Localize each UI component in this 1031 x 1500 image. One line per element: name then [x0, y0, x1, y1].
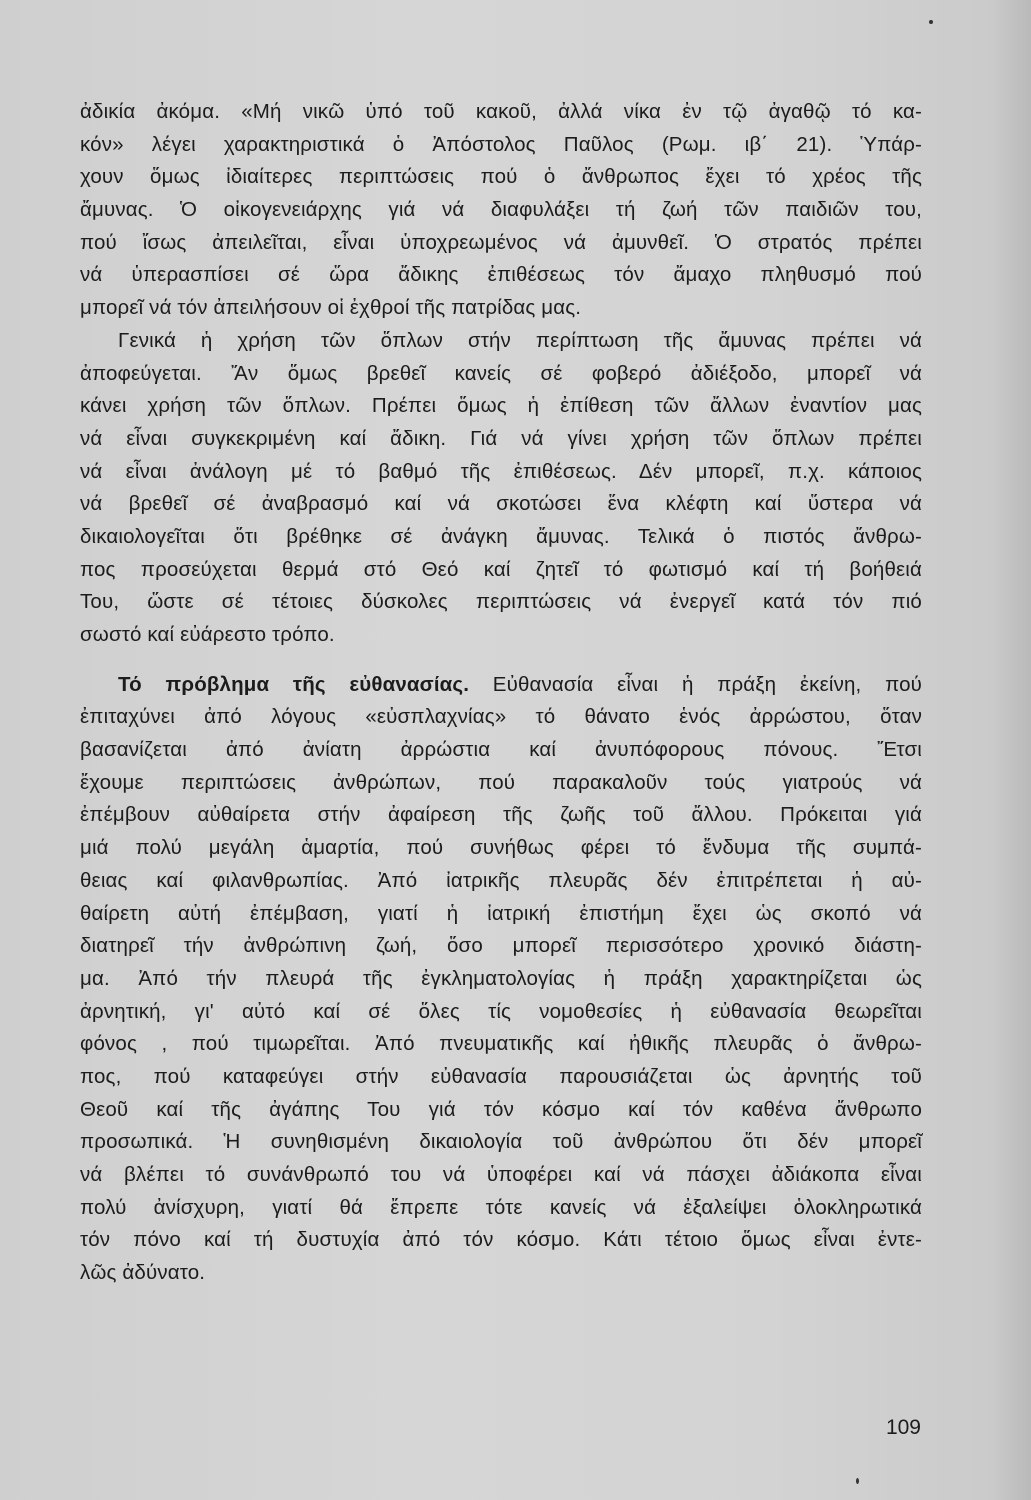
text-line: ἐπιταχύνει ἀπό λόγους «εὐσπλαχνίας» τό θάνατο ἑνός ἀρρώστου, ὅταν: [80, 705, 922, 729]
text-line: κάνει χρήση τῶν ὅπλων. Πρέπει ὅμως ἡ ἐπίθεση τῶν ἄλλων ἐναντίον μας: [80, 394, 922, 418]
page-number: 109: [885, 1416, 921, 1439]
text-line: βασανίζεται ἀπό ἀνίατη ἀρρώστια καί ἀνυπόφορους πόνους. Ἔτσι: [80, 738, 922, 762]
text-line: κόν» λέγει χαρακτηριστικά ὁ Ἀπόστολος Παῦλος (Ρωμ. ιβ΄ 21). Ὑπάρ-: [80, 132, 922, 156]
text-line: νά ὑπερασπίσει σέ ὥρα ἄδικης ἐπιθέσεως τόν ἄμαχο πληθυσμό πού: [80, 263, 922, 287]
text-line: μιά πολύ μεγάλη ἁμαρτία, πού συνήθως φέρει τό ἔνδυμα τῆς συμπά-: [80, 836, 922, 860]
text-line: νά εἶναι ἀνάλογη μέ τό βαθμό τῆς ἐπιθέσεως. Δέν μπορεῖ, π.χ. κάποιος: [80, 459, 922, 483]
paragraph-gap: [80, 652, 922, 669]
text-line: νά βρεθεῖ σέ ἀναβρασμό καί νά σκοτώσει ἕνα κλέφτη καί ὕστερα νά: [80, 492, 922, 516]
text-line: Του, ὥστε σέ τέτοιες δύσκολες περιπτώσεις νά ἐνεργεῖ κατά τόν πιό: [80, 590, 922, 614]
text-line: τόν πόνο καί τή δυστυχία ἀπό τόν κόσμο. Κάτι τέτοιο ὅμως εἶναι ἐντε-: [80, 1228, 922, 1252]
text-line: ἔχουμε περιπτώσεις ἀνθρώπων, πού παρακαλοῦν τούς γιατρούς νά: [80, 770, 922, 794]
text-line: πού ἴσως ἀπειλεῖται, εἶναι ὑποχρεωμένος νά ἀμυνθεῖ. Ὁ στρατός πρέπει: [80, 230, 922, 254]
text-line: Θεοῦ καί τῆς ἀγάπης Του γιά τόν κόσμο καί τόν καθένα ἄνθρωπο: [80, 1097, 922, 1121]
text-line: χουν ὅμως ἰδιαίτερες περιπτώσεις πού ὁ ἄνθρωπος ἔχει τό χρέος τῆς: [80, 165, 922, 189]
text-line: πος, πού καταφεύγει στήν εὐθανασία παρουσιάζεται ὡς ἀρνητής τοῦ: [80, 1064, 922, 1088]
section-heading: Τό πρόβλημα τῆς εὐθανασίας.: [118, 672, 470, 696]
text-line: ἀρνητική, γι' αὐτό καί σέ ὅλες τίς νομοθεσίες ἡ εὐθανασία θεωρεῖται: [80, 999, 922, 1023]
text-line: μπορεῖ νά τόν ἀπειλήσουν οἱ ἐχθροί τῆς πατρίδας μας.: [80, 296, 582, 320]
text-line: πολύ ἀνίσχυρη, γιατί θά ἔπρεπε τότε κανείς νά ἐξαλείψει ὁλοκληρωτικά: [80, 1195, 922, 1219]
text-line: δικαιολογεῖται ὅτι βρέθηκε σέ ἀνάγκη ἄμυνας. Τελικά ὁ πιστός ἄνθρω-: [80, 524, 922, 548]
text-line: προσωπικά. Ἡ συνηθισμένη δικαιολογία τοῦ ἀνθρώπου ὅτι δέν μπορεῖ: [80, 1130, 922, 1154]
text-line: ἀποφεύγεται. Ἄν ὅμως βρεθεῖ κανείς σέ φοβερό ἀδιέξοδο, μπορεῖ νά: [80, 361, 922, 385]
text-line: ἀδικία ἀκόμα. «Μή νικῶ ὑπό τοῦ κακοῦ, ἀλλά νίκα ἐν τῷ ἀγαθῷ τό κα-: [80, 100, 922, 123]
section-first-line-text: Εὐθανασία εἶναι ἡ πράξη ἐκείνη, πού: [469, 672, 922, 696]
text-line: σωστό καί εὐάρεστο τρόπο.: [80, 623, 335, 646]
text-line: νά βλέπει τό συνάνθρωπό του νά ὑποφέρει καί νά πάσχει ἀδιάκοπα εἶναι: [80, 1163, 922, 1186]
section-first-line: [80, 669, 922, 702]
text-line: ἄμυνας. Ὁ οἰκογενειάρχης γιά νά διαφυλάξει τή ζωή τῶν παιδιῶν του,: [80, 198, 922, 222]
text-line: ἐπέμβουν αὐθαίρετα στήν ἀφαίρεση τῆς ζωῆς τοῦ ἄλλου. Πρόκειται γιά: [80, 803, 922, 827]
text-line: λῶς ἀδύνατο.: [80, 1261, 206, 1285]
text-line: Γενικά ἡ χρήση τῶν ὅπλων στήν περίπτωση τῆς ἄμυνας πρέπει νά: [118, 328, 922, 352]
text-line: νά εἶναι συγκεκριμένη καί ἄδικη. Γιά νά γίνει χρήση τῶν ὅπλων πρέπει: [80, 426, 922, 450]
text-line: θειας καί φιλανθρωπίας. Ἀπό ἰατρικῆς πλευρᾶς δέν ἐπιτρέπεται ἡ αὐ-: [80, 868, 922, 892]
text-line: διατηρεῖ τήν ἀνθρώπινη ζωή, ὅσο μπορεῖ περισσότερο χρονικό διάστη-: [80, 934, 922, 958]
text-line: θαίρετη αὐτή ἐπέμβαση, γιατί ἡ ἰατρική ἐπιστήμη ἔχει ὡς σκοπό νά: [80, 901, 922, 925]
text-line: μα. Ἀπό τήν πλευρά τῆς ἐγκληματολογίας ἡ πράξη χαρακτηρίζεται ὡς: [80, 966, 922, 990]
page-edge-shadow: [991, 0, 1031, 1500]
text-line: πος προσεύχεται θερμά στό Θεό καί ζητεῖ τό φωτισμό καί τή βοήθειά: [80, 557, 922, 581]
scan-speck: [929, 20, 933, 24]
text-line: φόνος , πού τιμωρεῖται. Ἀπό πνευματικῆς καί ἠθικῆς πλευρᾶς ὁ ἄνθρω-: [80, 1032, 922, 1056]
body-text: [80, 96, 922, 1290]
scan-speck: [856, 1478, 859, 1484]
